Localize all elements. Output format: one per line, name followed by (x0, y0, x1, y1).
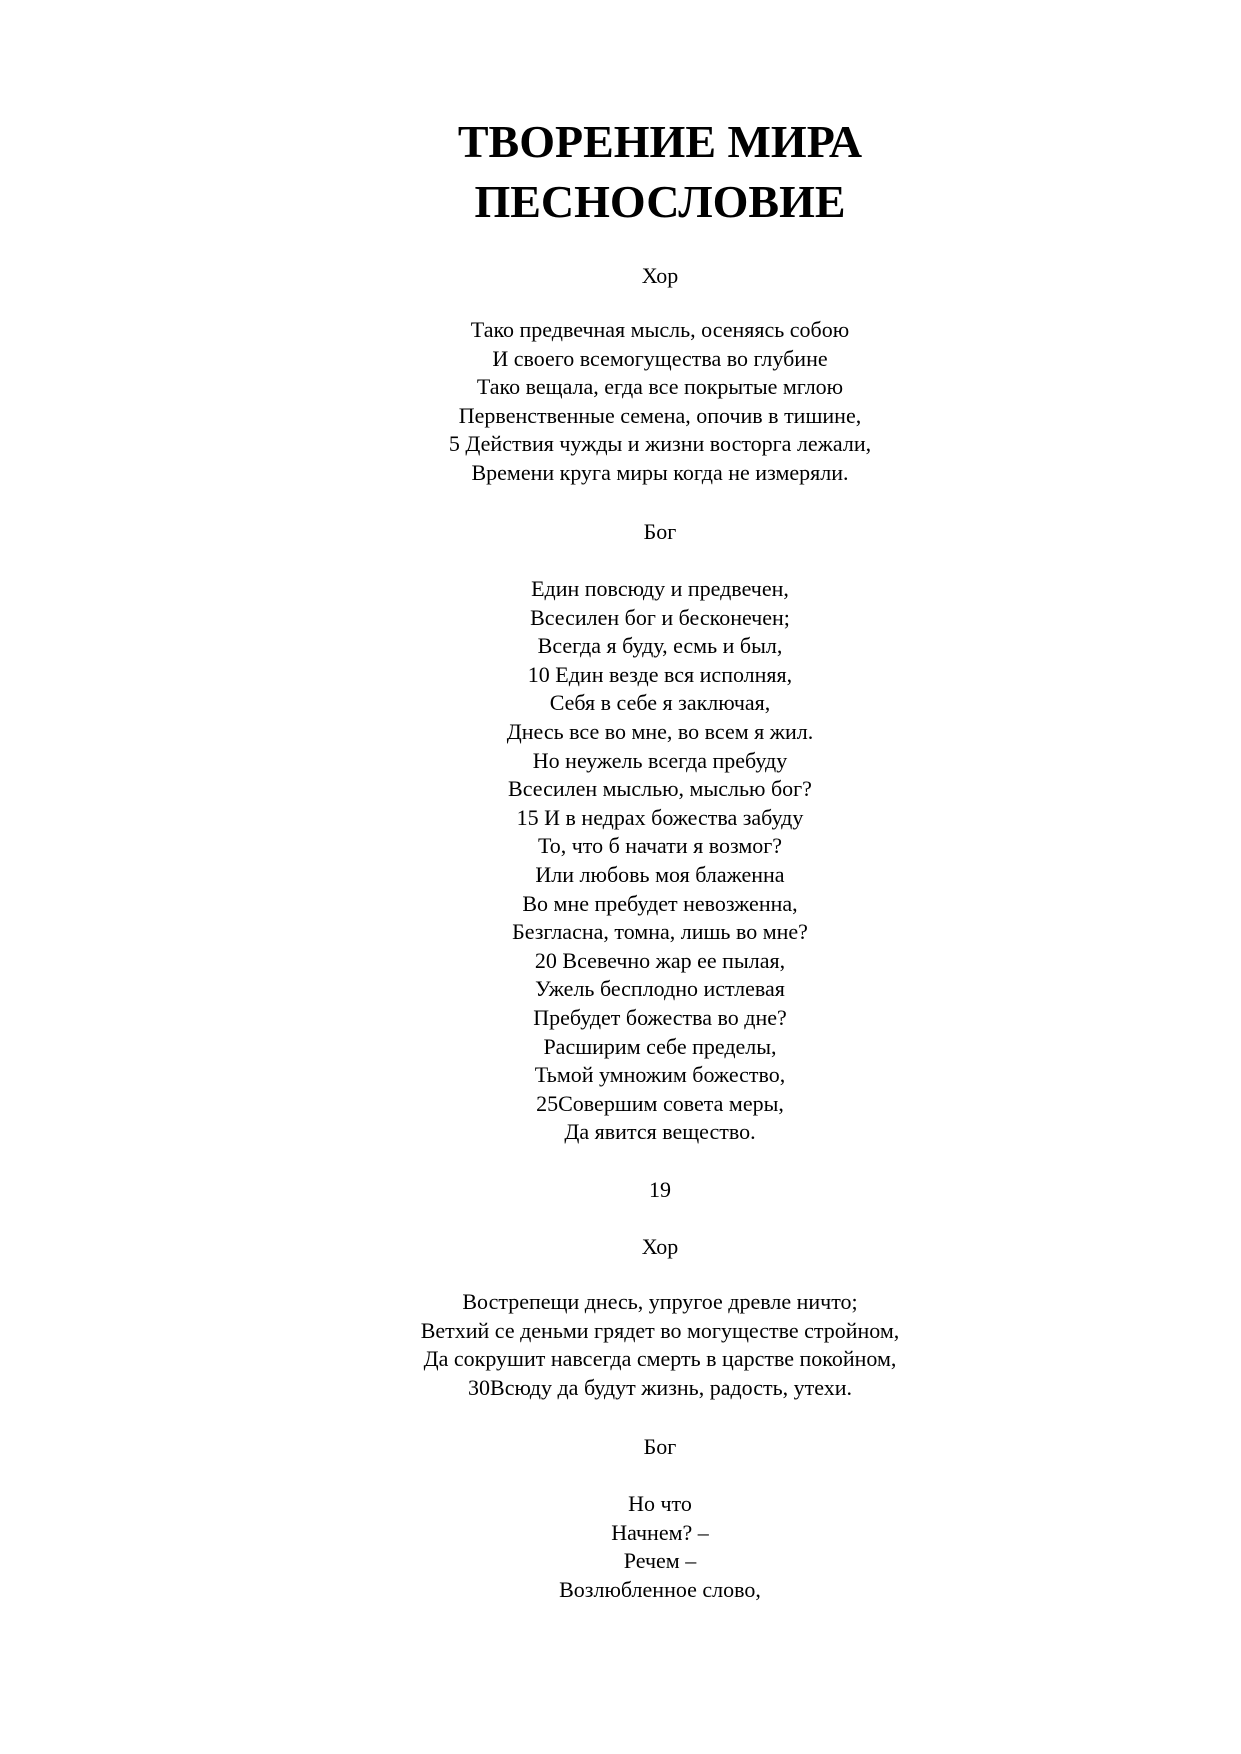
verse-line: Всегда я буду, есмь и был, (537, 633, 783, 659)
speaker-label: Бог (643, 519, 677, 544)
title-line-1: ТВОРЕНИЕ МИРА (457, 116, 863, 167)
verse-stanza (360, 316, 960, 488)
speaker-label: Хор (641, 1234, 679, 1259)
verse-line: 25Совершим совета меры, (536, 1090, 784, 1116)
verse-line: Тако вещала, егда все покрытые мглою (476, 374, 844, 400)
verse-line: Тьмой умножим божество, (534, 1062, 786, 1088)
verse-line: 5 Действия чужды и жизни восторга лежали, (448, 431, 872, 457)
verse-line: Или любовь моя блаженна (535, 861, 785, 887)
verse-line: Вострепещи днесь, упругое древле ничто; (462, 1289, 858, 1314)
verse-line: Возлюбленное слово, (559, 1576, 761, 1602)
verse-line: 20 Всевечно жар ее пылая, (534, 947, 786, 973)
verse-stanza (360, 575, 960, 1147)
verse-line: Всесилен бог и бесконечен; (530, 604, 790, 630)
verse-line: Всесилен мыслью, мыслью бог? (508, 776, 812, 802)
verse-line: Но неужель всегда пребуду (532, 747, 788, 773)
verse-line: То, что б начати я возмог? (537, 833, 783, 859)
verse-line: Начнем? – (611, 1519, 709, 1545)
verse-line: Ветхий се деньми грядет во могуществе стройном, (420, 1317, 900, 1343)
verse-line: Ужель бесплодно истлевая (535, 976, 785, 1002)
verse-line: Первенственные семена, опочив в тишине, (458, 402, 862, 428)
speaker-label: Хор (641, 263, 679, 288)
verse-line: Речем – (623, 1548, 697, 1574)
title-line-2: ПЕСНОСЛОВИЕ (474, 176, 846, 227)
verse-line: Да сокрушит навсегда смерть в царстве покойном, (423, 1346, 897, 1372)
verse-line: Но что (628, 1491, 692, 1516)
verse-line: Пребудет божества во дне? (533, 1004, 787, 1030)
verse-line: Себя в себе я заключая, (549, 690, 771, 716)
verse-line: Расширим себе пределы, (543, 1033, 777, 1059)
verse-line: Безгласна, томна, лишь во мне? (512, 919, 808, 945)
verse-line: Днесь все во мне, во всем я жил. (506, 718, 814, 744)
verse-stanza (360, 1288, 960, 1402)
verse-line: Да явится вещество. (564, 1119, 756, 1145)
verse-line: Един повсюду и предвечен, (531, 576, 789, 601)
page-number: 19 (649, 1177, 671, 1202)
verse-line: 15 И в недрах божества забуду (516, 804, 804, 830)
page-title (360, 112, 960, 232)
verse-line: Времени круга миры когда не измеряли. (471, 459, 849, 485)
verse-line: 30Всюду да будут жизнь, радость, утехи. (468, 1374, 852, 1400)
verse-line: И своего всемогущества во глубине (492, 345, 828, 371)
verse-line: Тако предвечная мысль, осеняясь собою (470, 317, 850, 342)
speaker-label: Бог (643, 1434, 677, 1459)
verse-line: 10 Един везде вся исполняя, (527, 661, 793, 687)
verse-stanza (360, 1490, 960, 1604)
verse-line: Во мне пребудет невозженна, (522, 890, 798, 916)
